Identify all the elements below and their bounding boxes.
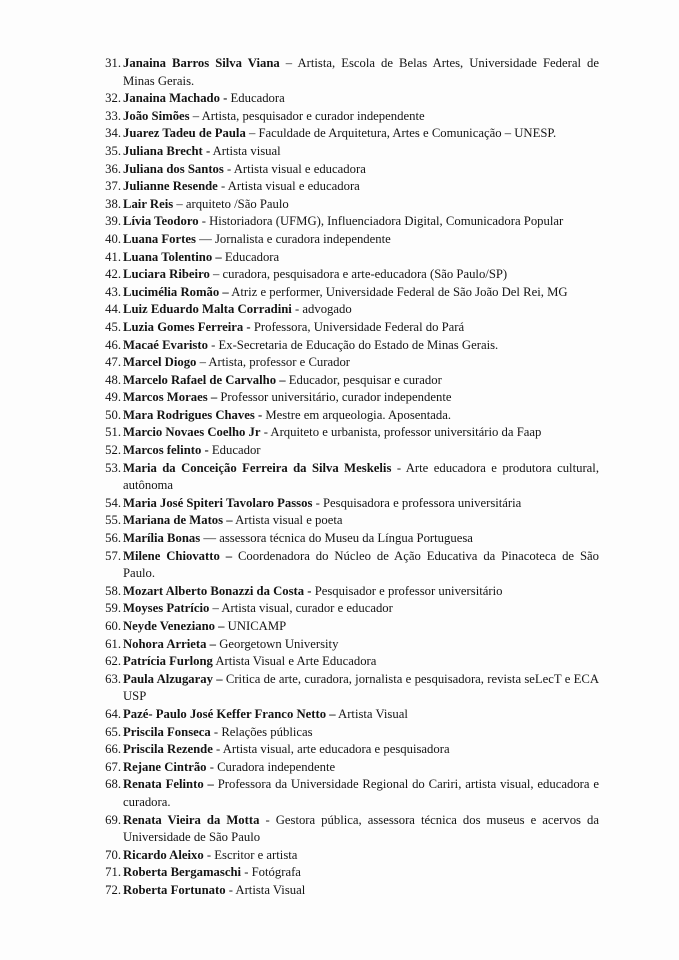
person-description: UNICAMP [224, 619, 287, 633]
list-item [0, 337, 679, 355]
item-number: 62 . [102, 653, 121, 671]
list-item [0, 812, 679, 847]
person-name: Lair Reis [123, 196, 174, 211]
person-description: Artista Visual e Arte Educadora [212, 654, 377, 669]
item-number: 55 . [102, 512, 121, 530]
person-name: Juliana dos Santos [123, 161, 224, 176]
item-number: 60 . [102, 618, 121, 636]
item-number: 49 . [102, 389, 121, 407]
list-item [0, 636, 679, 654]
list-item [0, 600, 679, 618]
item-number: 42 . [102, 266, 121, 284]
person-description: Professora da Universidade Regional do Cariri, artista visual, educadora e curadora. [123, 777, 599, 809]
item-number: 45 . [102, 319, 121, 337]
person-description: - Fotógrafa [241, 865, 301, 880]
list-item [0, 548, 679, 583]
item-number: 64 . [102, 706, 121, 724]
list-item [0, 706, 679, 724]
item-number: 52 . [102, 442, 121, 460]
person-name: Luana Tolentino – [123, 249, 222, 264]
list-item [0, 266, 679, 284]
person-name: Renata Felinto – [123, 777, 214, 792]
item-number: 31 . [102, 55, 121, 73]
person-description: Coordenadora do Núcleo de Ação Educativa da Pinacoteca de São Paulo. [123, 548, 599, 581]
person-name: Paula Alzugaray – [123, 671, 223, 686]
item-number: 68 . [102, 776, 121, 794]
person-description: - advogado [291, 302, 352, 317]
list-item [0, 653, 679, 671]
list-item [0, 442, 679, 460]
person-description: Pesquisador e professor universitário [311, 583, 503, 598]
item-number: 36 . [102, 161, 121, 179]
person-name: Renata Vieira da Motta [123, 812, 260, 827]
list-item [0, 161, 679, 179]
person-name: Juarez Tadeu de Paula [123, 126, 246, 141]
person-name: Neyde Veneziano – [123, 619, 225, 633]
list-item [0, 178, 679, 196]
person-name: Lucimélia Romão – [123, 284, 229, 299]
item-number: 72 . [102, 882, 121, 900]
item-number: 51 . [102, 424, 121, 442]
list-item [0, 864, 679, 882]
item-number: 54 . [102, 495, 121, 513]
person-description: Artista visual e poeta [232, 513, 343, 528]
person-description: Artista Visual [335, 706, 408, 721]
item-number: 33 . [102, 108, 121, 126]
person-name: Priscila Rezende [123, 742, 213, 757]
person-description: – Faculdade de Arquitetura, Artes e Comunicação – UNESP. [245, 126, 557, 141]
person-name: Janaina Machado - [123, 91, 228, 106]
person-description: Georgetown University [216, 636, 339, 651]
person-name: Janaina Barros Silva Viana [123, 56, 280, 70]
list-item [0, 759, 679, 777]
list-item [0, 583, 679, 601]
item-number: 40 . [102, 231, 121, 249]
list-item [0, 424, 679, 442]
list-item [0, 249, 679, 267]
item-number: 61 . [102, 636, 121, 654]
item-number: 50 . [102, 407, 121, 425]
person-name: Juliana Brecht - [123, 143, 211, 158]
person-name: Maria José Spiteri Tavolaro Passos [123, 495, 313, 510]
signatory-list [0, 55, 679, 900]
person-description: — assessora técnica do Museu da Língua Portuguesa [200, 531, 473, 546]
person-description: – arquiteto /São Paulo [173, 196, 289, 211]
person-description: - Artista visual, arte educadora e pesquisadora [212, 742, 450, 757]
person-description: — Jornalista e curadora independente [195, 231, 391, 246]
list-item [0, 530, 679, 548]
person-description: Professora, Universidade Federal do Pará [250, 319, 465, 334]
person-description: Educador [208, 443, 261, 458]
person-name: Marcos Moraes – [123, 390, 218, 405]
person-name: Luzia Gomes Ferreira - [123, 319, 251, 334]
item-number: 71 . [102, 864, 121, 882]
person-name: Roberta Fortunato [123, 882, 226, 897]
item-number: 47 . [102, 354, 121, 372]
list-item [0, 90, 679, 108]
list-item [0, 319, 679, 337]
list-item [0, 354, 679, 372]
item-number: 44 . [102, 301, 121, 319]
person-name: Luiz Eduardo Malta Corradini [123, 302, 292, 317]
list-item [0, 108, 679, 126]
item-number: 38 . [102, 196, 121, 214]
person-name: Luciara Ribeiro [123, 267, 210, 282]
item-number: 69 . [102, 812, 121, 830]
person-name: Marcel Diogo [123, 355, 197, 370]
list-item [0, 125, 679, 143]
person-name: Maria da Conceição Ferreira da Silva Meskelis [123, 460, 392, 475]
person-name: João Simões [123, 108, 190, 123]
person-description: - Gestora pública, assessora técnica dos museus e acervos da Universidade de São Paulo [123, 812, 599, 845]
list-item [0, 741, 679, 759]
list-item [0, 460, 679, 495]
person-name: Marcio Novaes Coelho Jr [123, 425, 261, 440]
person-description: Artista visual [210, 143, 281, 158]
list-item [0, 671, 679, 706]
person-description: - Artista visual e educadora [217, 179, 360, 194]
item-number: 65 . [102, 724, 121, 742]
person-name: Macaé Evaristo [123, 337, 208, 352]
person-name: Nohora Arrieta – [123, 636, 217, 651]
item-number: 67 . [102, 759, 121, 777]
person-name: Milene Chiovatto – [123, 548, 233, 563]
person-description: - Arquiteto e urbanista, professor universitário da Faap [260, 425, 542, 440]
person-name: Marília Bonas [123, 531, 201, 546]
person-name: Ricardo Aleixo [123, 847, 204, 862]
item-number: 58 . [102, 583, 121, 601]
item-number: 59 . [102, 600, 121, 618]
person-description: - Pesquisadora e professora universitária [312, 495, 522, 510]
person-name: Pazé- Paulo José Keffer Franco Netto – [123, 706, 336, 721]
person-description: - Curadora independente [206, 759, 336, 774]
list-item [0, 372, 679, 390]
item-number: 37 . [102, 178, 121, 196]
person-name: Mariana de Matos – [123, 513, 233, 528]
item-number: 63 . [102, 671, 121, 689]
person-description: – curadora, pesquisadora e arte-educadora (São Paulo/SP) [209, 267, 508, 282]
person-name: Moyses Patrício [123, 601, 210, 616]
item-number: 39 . [102, 213, 121, 231]
list-item [0, 143, 679, 161]
list-item [0, 284, 679, 302]
list-item [0, 55, 679, 90]
person-name: Patrícia Furlong [123, 654, 213, 669]
person-description: Educadora [227, 91, 285, 106]
item-number: 48 . [102, 372, 121, 390]
list-item [0, 301, 679, 319]
person-description: Atriz e performer, Universidade Federal de São João Del Rei, MG [228, 284, 568, 299]
person-name: Roberta Bergamaschi [123, 865, 242, 880]
item-number: 46 . [102, 337, 121, 355]
list-item [0, 776, 679, 811]
person-name: Mara Rodrigues Chaves - [123, 407, 263, 422]
person-name: Mozart Alberto Bonazzi da Costa - [123, 583, 312, 598]
person-description: - Ex-Secretaria de Educação do Estado de Minas Gerais. [207, 337, 499, 352]
list-item [0, 495, 679, 513]
person-name: Rejane Cintrão [123, 759, 207, 774]
list-item [0, 407, 679, 425]
item-number: 41 . [102, 249, 121, 267]
person-description: - Artista visual e educadora [223, 161, 366, 176]
list-item [0, 196, 679, 214]
list-item [0, 231, 679, 249]
item-number: 70 . [102, 847, 121, 865]
item-number: 66 . [102, 741, 121, 759]
person-description: – Artista, pesquisador e curador independente [189, 108, 425, 123]
person-description: – Artista visual, curador e educador [209, 601, 393, 616]
list-item [0, 724, 679, 742]
item-number: 57 . [102, 548, 121, 566]
person-description: - Artista Visual [225, 882, 306, 897]
item-number: 53 . [102, 460, 121, 478]
person-description: - Historiadora (UFMG), Influenciadora Digital, Comunicadora Popular [198, 214, 564, 229]
person-name: Luana Fortes [123, 231, 196, 246]
person-description: Mestre em arqueologia. Aposentada. [262, 407, 452, 422]
person-description: – Artista, professor e Curador [196, 355, 351, 370]
person-name: Julianne Resende [123, 179, 218, 194]
person-description: - Arte educadora e produtora cultural, autônoma [123, 460, 599, 493]
item-number: 35 . [102, 143, 121, 161]
item-number: 43 . [102, 284, 121, 302]
list-item [0, 389, 679, 407]
person-description: Professor universitário, curador independente [217, 390, 452, 405]
person-description: Educador, pesquisar e curador [285, 372, 442, 387]
item-number: 32 . [102, 90, 121, 108]
person-description: Critica de arte, curadora, jornalista e pesquisadora, revista seLecT e ECA USP [123, 671, 599, 704]
list-item [0, 618, 679, 636]
list-item [0, 512, 679, 530]
person-description: Educadora [221, 249, 280, 264]
person-name: Priscila Fonseca [123, 724, 211, 739]
person-name: Lívia Teodoro [123, 214, 199, 229]
item-number: 56 . [102, 530, 121, 548]
list-item [0, 882, 679, 900]
person-description: – Artista, Escola de Belas Artes, Universidade Federal de Minas Gerais. [123, 56, 599, 88]
list-item [0, 213, 679, 231]
person-name: Marcelo Rafael de Carvalho – [123, 372, 286, 387]
item-number: 34 . [102, 125, 121, 143]
list-item [0, 847, 679, 865]
person-name: Marcos felinto - [123, 443, 209, 458]
person-description: - Relações públicas [210, 724, 313, 739]
person-description: - Escritor e artista [203, 847, 298, 862]
